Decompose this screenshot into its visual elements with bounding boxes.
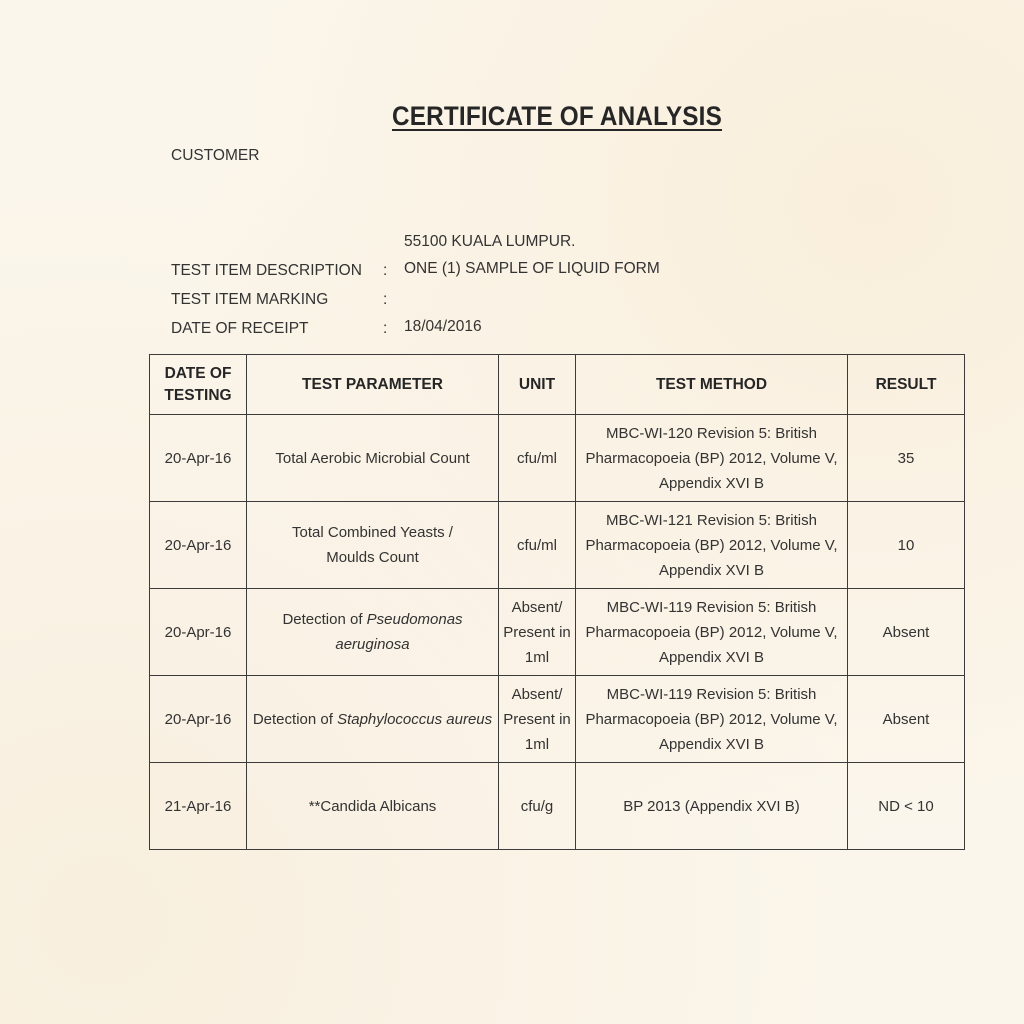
- parameter-prefix: Detection of: [282, 611, 367, 628]
- row-parameter: [247, 676, 499, 763]
- date-of-receipt-colon: :: [383, 320, 388, 337]
- unit-line: 1ml: [524, 648, 550, 666]
- unit-line: Absent/: [511, 598, 563, 616]
- row-result: Absent: [848, 676, 965, 763]
- row-method: [576, 676, 848, 763]
- document-title: CERTIFICATE OF ANALYSIS: [392, 101, 722, 131]
- unit-line: Absent/: [511, 685, 563, 703]
- row-parameter: [247, 589, 499, 676]
- table-row: [150, 415, 965, 502]
- table-row: [150, 676, 965, 763]
- row-result: Absent: [848, 589, 965, 676]
- method-line: Appendix XVI B: [658, 561, 765, 579]
- unit-line: 1ml: [524, 735, 550, 753]
- table-row: [150, 502, 965, 589]
- header-date-line1: DATE OF: [164, 364, 232, 382]
- row-date: 20-Apr-16: [150, 589, 247, 676]
- header-test-parameter: TEST PARAMETER: [247, 355, 499, 415]
- row-result: 10: [848, 502, 965, 589]
- parameter-organism-species: aeruginosa: [335, 636, 410, 653]
- test-item-description-value: ONE (1) SAMPLE OF LIQUID FORM: [404, 260, 660, 277]
- parameter-line: Moulds Count: [326, 549, 419, 566]
- method-line: MBC-WI-119 Revision 5: British: [606, 598, 817, 616]
- date-of-receipt-label: DATE OF RECEIPT: [171, 320, 309, 337]
- method-line: MBC-WI-119 Revision 5: British: [606, 685, 817, 703]
- row-method: [576, 502, 848, 589]
- test-item-marking-colon: :: [383, 291, 388, 308]
- method-line: Pharmacopoeia (BP) 2012, Volume V,: [585, 710, 838, 728]
- table-row: [150, 763, 965, 850]
- method-line: Pharmacopoeia (BP) 2012, Volume V,: [585, 449, 838, 467]
- row-method: BP 2013 (Appendix XVI B): [576, 763, 848, 850]
- row-unit: cfu/ml: [499, 415, 576, 502]
- customer-label: CUSTOMER: [171, 147, 260, 164]
- row-unit: [499, 589, 576, 676]
- row-unit: [499, 676, 576, 763]
- row-unit: cfu/g: [499, 763, 576, 850]
- unit-line: Present in: [503, 710, 571, 728]
- test-item-marking-label: TEST ITEM MARKING: [171, 291, 329, 308]
- method-line: MBC-WI-121 Revision 5: British: [606, 511, 817, 529]
- row-method: [576, 589, 848, 676]
- test-item-description-colon: :: [383, 262, 388, 279]
- header-result: RESULT: [848, 355, 965, 415]
- header-unit: UNIT: [499, 355, 576, 415]
- row-date: 20-Apr-16: [150, 415, 247, 502]
- parameter-organism-genus: Pseudomonas: [366, 611, 463, 628]
- customer-address: 55100 KUALA LUMPUR.: [404, 233, 576, 250]
- row-result: ND < 10: [848, 763, 965, 850]
- unit-line: Present in: [503, 623, 571, 641]
- row-method: [576, 415, 848, 502]
- row-parameter: Total Aerobic Microbial Count: [247, 415, 499, 502]
- parameter-line: Total Combined Yeasts /: [292, 524, 453, 541]
- method-line: Pharmacopoeia (BP) 2012, Volume V,: [585, 536, 838, 554]
- row-parameter: [247, 502, 499, 589]
- header-date-line2: TESTING: [164, 386, 232, 404]
- row-date: 20-Apr-16: [150, 502, 247, 589]
- header-test-method: TEST METHOD: [576, 355, 848, 415]
- method-line: Pharmacopoeia (BP) 2012, Volume V,: [585, 623, 838, 641]
- parameter-organism: Staphylococcus aureus: [337, 710, 493, 728]
- analysis-results-table: [149, 354, 965, 850]
- method-line: MBC-WI-120 Revision 5: British: [606, 424, 817, 442]
- parameter-prefix: Detection of: [252, 710, 338, 728]
- table-header-row: [150, 355, 965, 415]
- method-line: Appendix XVI B: [658, 735, 765, 753]
- row-result: 35: [848, 415, 965, 502]
- row-date: 21-Apr-16: [150, 763, 247, 850]
- table-row: [150, 589, 965, 676]
- date-of-receipt-value: 18/04/2016: [404, 318, 482, 335]
- test-item-description-label: TEST ITEM DESCRIPTION: [171, 262, 362, 279]
- row-parameter: **Candida Albicans: [247, 763, 499, 850]
- method-line: Appendix XVI B: [658, 648, 765, 666]
- header-date-of-testing: [150, 355, 247, 415]
- method-line: Appendix XVI B: [658, 474, 765, 492]
- row-date: 20-Apr-16: [150, 676, 247, 763]
- row-unit: cfu/ml: [499, 502, 576, 589]
